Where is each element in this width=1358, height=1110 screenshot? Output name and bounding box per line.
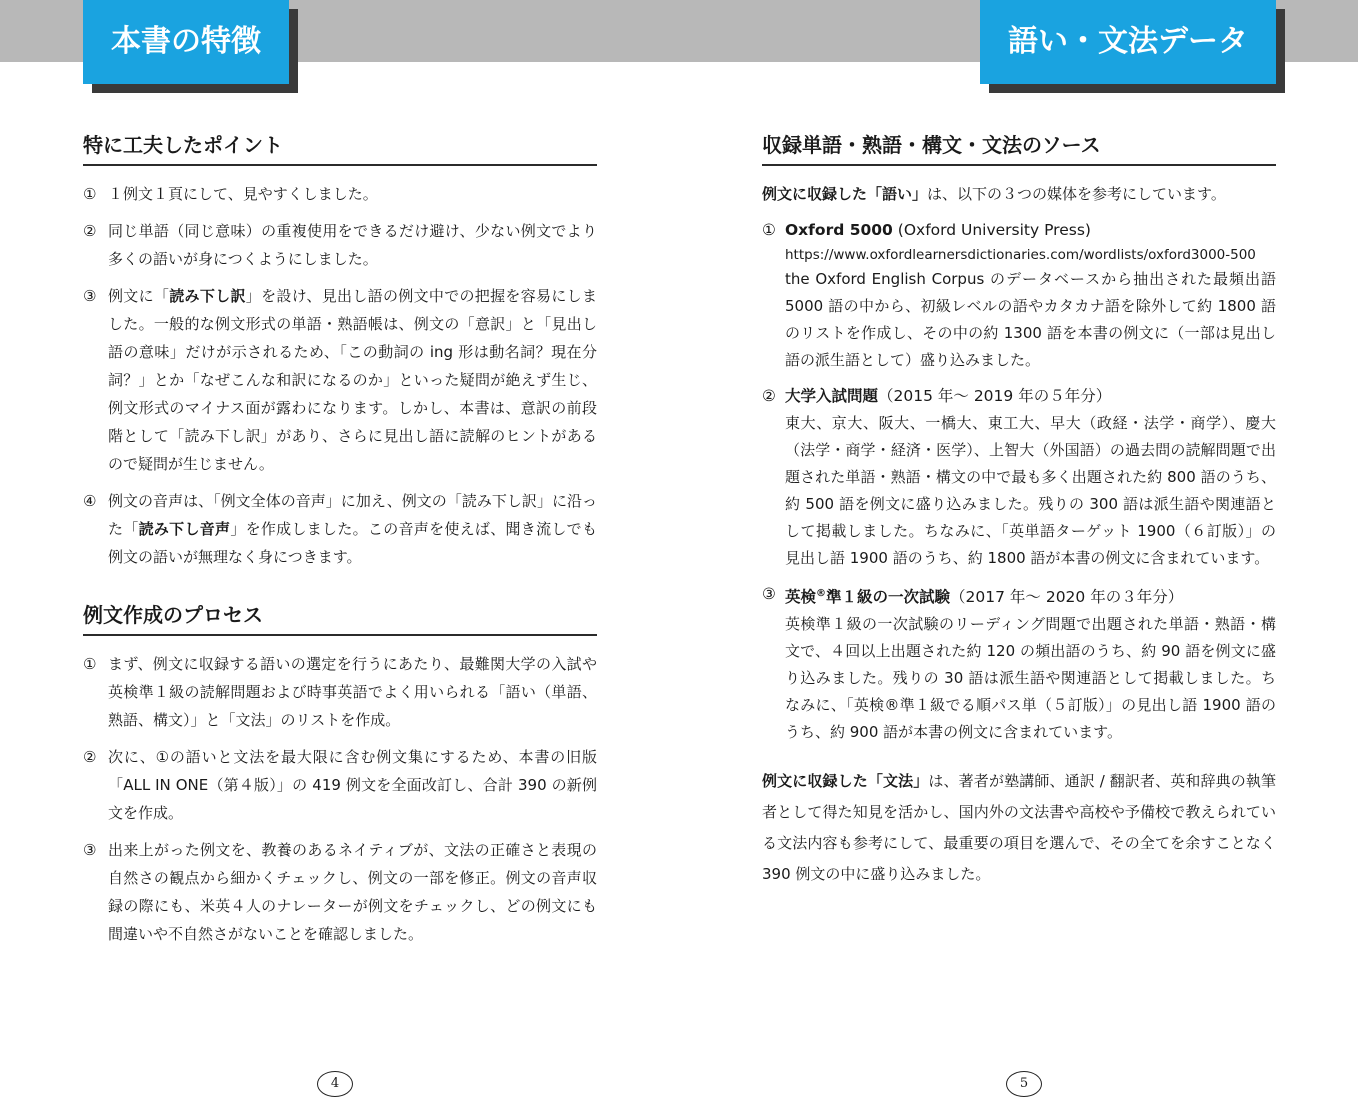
page-tab-right: 語い・文法データ	[980, 0, 1276, 84]
text-run: は、著者が塾講師、通訳 / 翻訳者、英和辞典の執筆者として得た知見を活かし、国内外の文法書や高校や予備校で教えられている文法内容も参考にして、最重要の項目を選んで、その全てを余すことなく 390 例文の中に盛り込みました。	[762, 772, 1276, 884]
page-tab-left: 本書の特徴	[83, 0, 289, 84]
source-number: ①	[762, 221, 776, 239]
text-run: （2017 年～ 2020 年の３年分）	[950, 588, 1184, 607]
bold-text: 準１級の一次試験	[826, 588, 951, 607]
section-title-process: 例文作成のプロセス	[83, 598, 597, 636]
section-title-sources: 収録単語・熟語・構文・文法のソース	[762, 128, 1276, 166]
list-item	[83, 836, 597, 948]
item-text	[108, 282, 597, 478]
source-number: ③	[762, 585, 776, 603]
bold-text: 英検	[785, 588, 817, 607]
source-heading	[762, 216, 1276, 244]
item-text	[108, 180, 597, 208]
bold-text: 大学入試問題	[785, 387, 879, 405]
vocab-intro	[762, 180, 1276, 208]
page-number-left: 4	[317, 1071, 353, 1097]
item-number: ②	[83, 748, 97, 766]
text-run: 」を作成しました。この音声を使えば、聞き流しでも例文の語いが無理なく身につきます。	[108, 520, 597, 566]
source-body	[785, 244, 1276, 374]
list-item	[83, 650, 597, 734]
text-run: 例文の音声は、「例文全体の音声」に加え、例文の「読み下し訳」に沿った「	[108, 492, 597, 538]
grammar-paragraph	[762, 766, 1276, 890]
source-body	[785, 611, 1276, 746]
page-number-right: 5	[1006, 1071, 1042, 1097]
source-item	[762, 580, 1276, 746]
item-number: ①	[83, 185, 97, 203]
source-title	[785, 382, 1111, 410]
item-text	[108, 487, 597, 571]
source-body	[785, 410, 1276, 572]
text-run: 出来上がった例文を、教養のあるネイティブが、文法の正確さと表現の自然さの観点から細かくチェックし、例文の一部を修正。例文の音声収録の際にも、米英４人のナレーターが例文をチェックし、どの例文にも間違いや不自然さがないことを確認しました。	[108, 841, 597, 943]
text-run: まず、例文に収録する語いの選定を行うにあたり、最難関大学の入試や英検準１級の読解問題および時事英語でよく用いられる「語い（単語、熟語、構文）」と「文法」のリストを作成。	[108, 655, 597, 729]
item-number: ④	[83, 492, 97, 510]
source-description: the Oxford English Corpus のデータベースから抽出された最頻出語 5000 語の中から、初級レベルの語やカタカナ語を除外して約 1800 語のリストを作成し、その中の約 1300 語を本書の例文に（一部は見出し語の派生語として）盛り込みました。	[785, 270, 1276, 369]
text-run: １例文１頁にして、見やすくしました。	[108, 185, 378, 203]
list-item	[83, 217, 597, 273]
list-item	[83, 180, 597, 208]
section-title-features: 特に工夫したポイント	[83, 128, 597, 166]
source-description: 東大、京大、阪大、一橋大、東工大、早大（政経・法学・商学）、慶大（法学・商学・経済・医学）、上智大（外国語）の過去問の読解問題で出題された単語・熟語・構文の中で最も多く出題された約 800 語のうち、約 500 語を例文に盛り込みました。残りの 300 語は派生語や関連語として掲載しました。ちなみに、「英単語ターゲット 1900（６訂版）」の見出し語 1900 語のうち、約 1800 語が本書の例文に含まれています。	[785, 414, 1276, 567]
source-description: 英検準１級の一次試験のリーディング問題で出題された単語・熟語・構文で、４回以上出題された約 120 の頻出語のうち、約 90 語を例文に盛り込みました。残りの 30 語は派生語や関連語として掲載しました。ちなみに、「英検®準１級でる順パス単（５訂版）」の見出し語 1900 語のうち、約 900 語が本書の例文に含まれています。	[785, 615, 1276, 742]
text-run: （2015 年～ 2019 年の５年分）	[878, 387, 1112, 405]
item-number: ①	[83, 655, 97, 673]
left-column	[83, 128, 597, 957]
source-number: ②	[762, 387, 776, 405]
source-heading	[762, 580, 1276, 611]
text-run: 次に、①の語いと文法を最大限に含む例文集にするため、本書の旧版「ALL IN ONE（第４版）」の 419 例文を全面改訂し、合計 390 の新例文を作成。	[108, 748, 597, 822]
item-text	[108, 650, 597, 734]
bold-text: 読み下し訳	[169, 287, 246, 305]
text-run: (Oxford University Press)	[892, 221, 1091, 239]
item-text	[108, 217, 597, 273]
bold-text: 例文に収録した「語い」	[762, 185, 928, 203]
item-number: ③	[83, 287, 97, 305]
text-run: は、以下の３つの媒体を参考にしています。	[927, 185, 1226, 203]
right-column	[762, 128, 1276, 890]
text-run: 例文に「	[108, 287, 170, 305]
item-text	[108, 743, 597, 827]
source-item	[762, 216, 1276, 374]
source-list	[762, 216, 1276, 746]
bold-text: Oxford 5000	[785, 221, 893, 239]
source-heading	[762, 382, 1276, 410]
bold-text: 読み下し音声	[138, 520, 231, 538]
item-number: ③	[83, 841, 97, 859]
process-list	[83, 650, 597, 948]
source-title	[785, 216, 1091, 244]
text-run: 同じ単語（同じ意味）の重複使用をできるだけ避け、少ない例文でより多くの語いが身につくようにしました。	[108, 222, 597, 268]
list-item	[83, 487, 597, 571]
bold-text: 例文に収録した「文法」	[762, 772, 929, 791]
source-title	[785, 580, 1183, 611]
list-item	[83, 743, 597, 827]
text-run: 」を設け、見出し語の例文中での把握を容易にしました。一般的な例文形式の単語・熟語帳は、例文の「意訳」と「見出し語の意味」だけが示されるため、「この動詞の ing 形は動名詞？現在分詞？」とか「なぜこんな和訳になるのか」といった疑問が絶えず生じ、例文形式のマイナス面が露わになります。しかし、本書は、意訳の前段階として「読み下し訳」があり、さらに見出し語に読解のヒントがあるので疑問が生じません。	[108, 287, 597, 473]
source-item	[762, 382, 1276, 572]
list-item	[83, 282, 597, 478]
item-number: ②	[83, 222, 97, 240]
item-text	[108, 836, 597, 948]
features-list	[83, 180, 597, 571]
bold-text: ®	[816, 588, 827, 599]
source-url: https://www.oxfordlearnersdictionaries.com/wordlists/oxford3000-500	[785, 247, 1256, 263]
